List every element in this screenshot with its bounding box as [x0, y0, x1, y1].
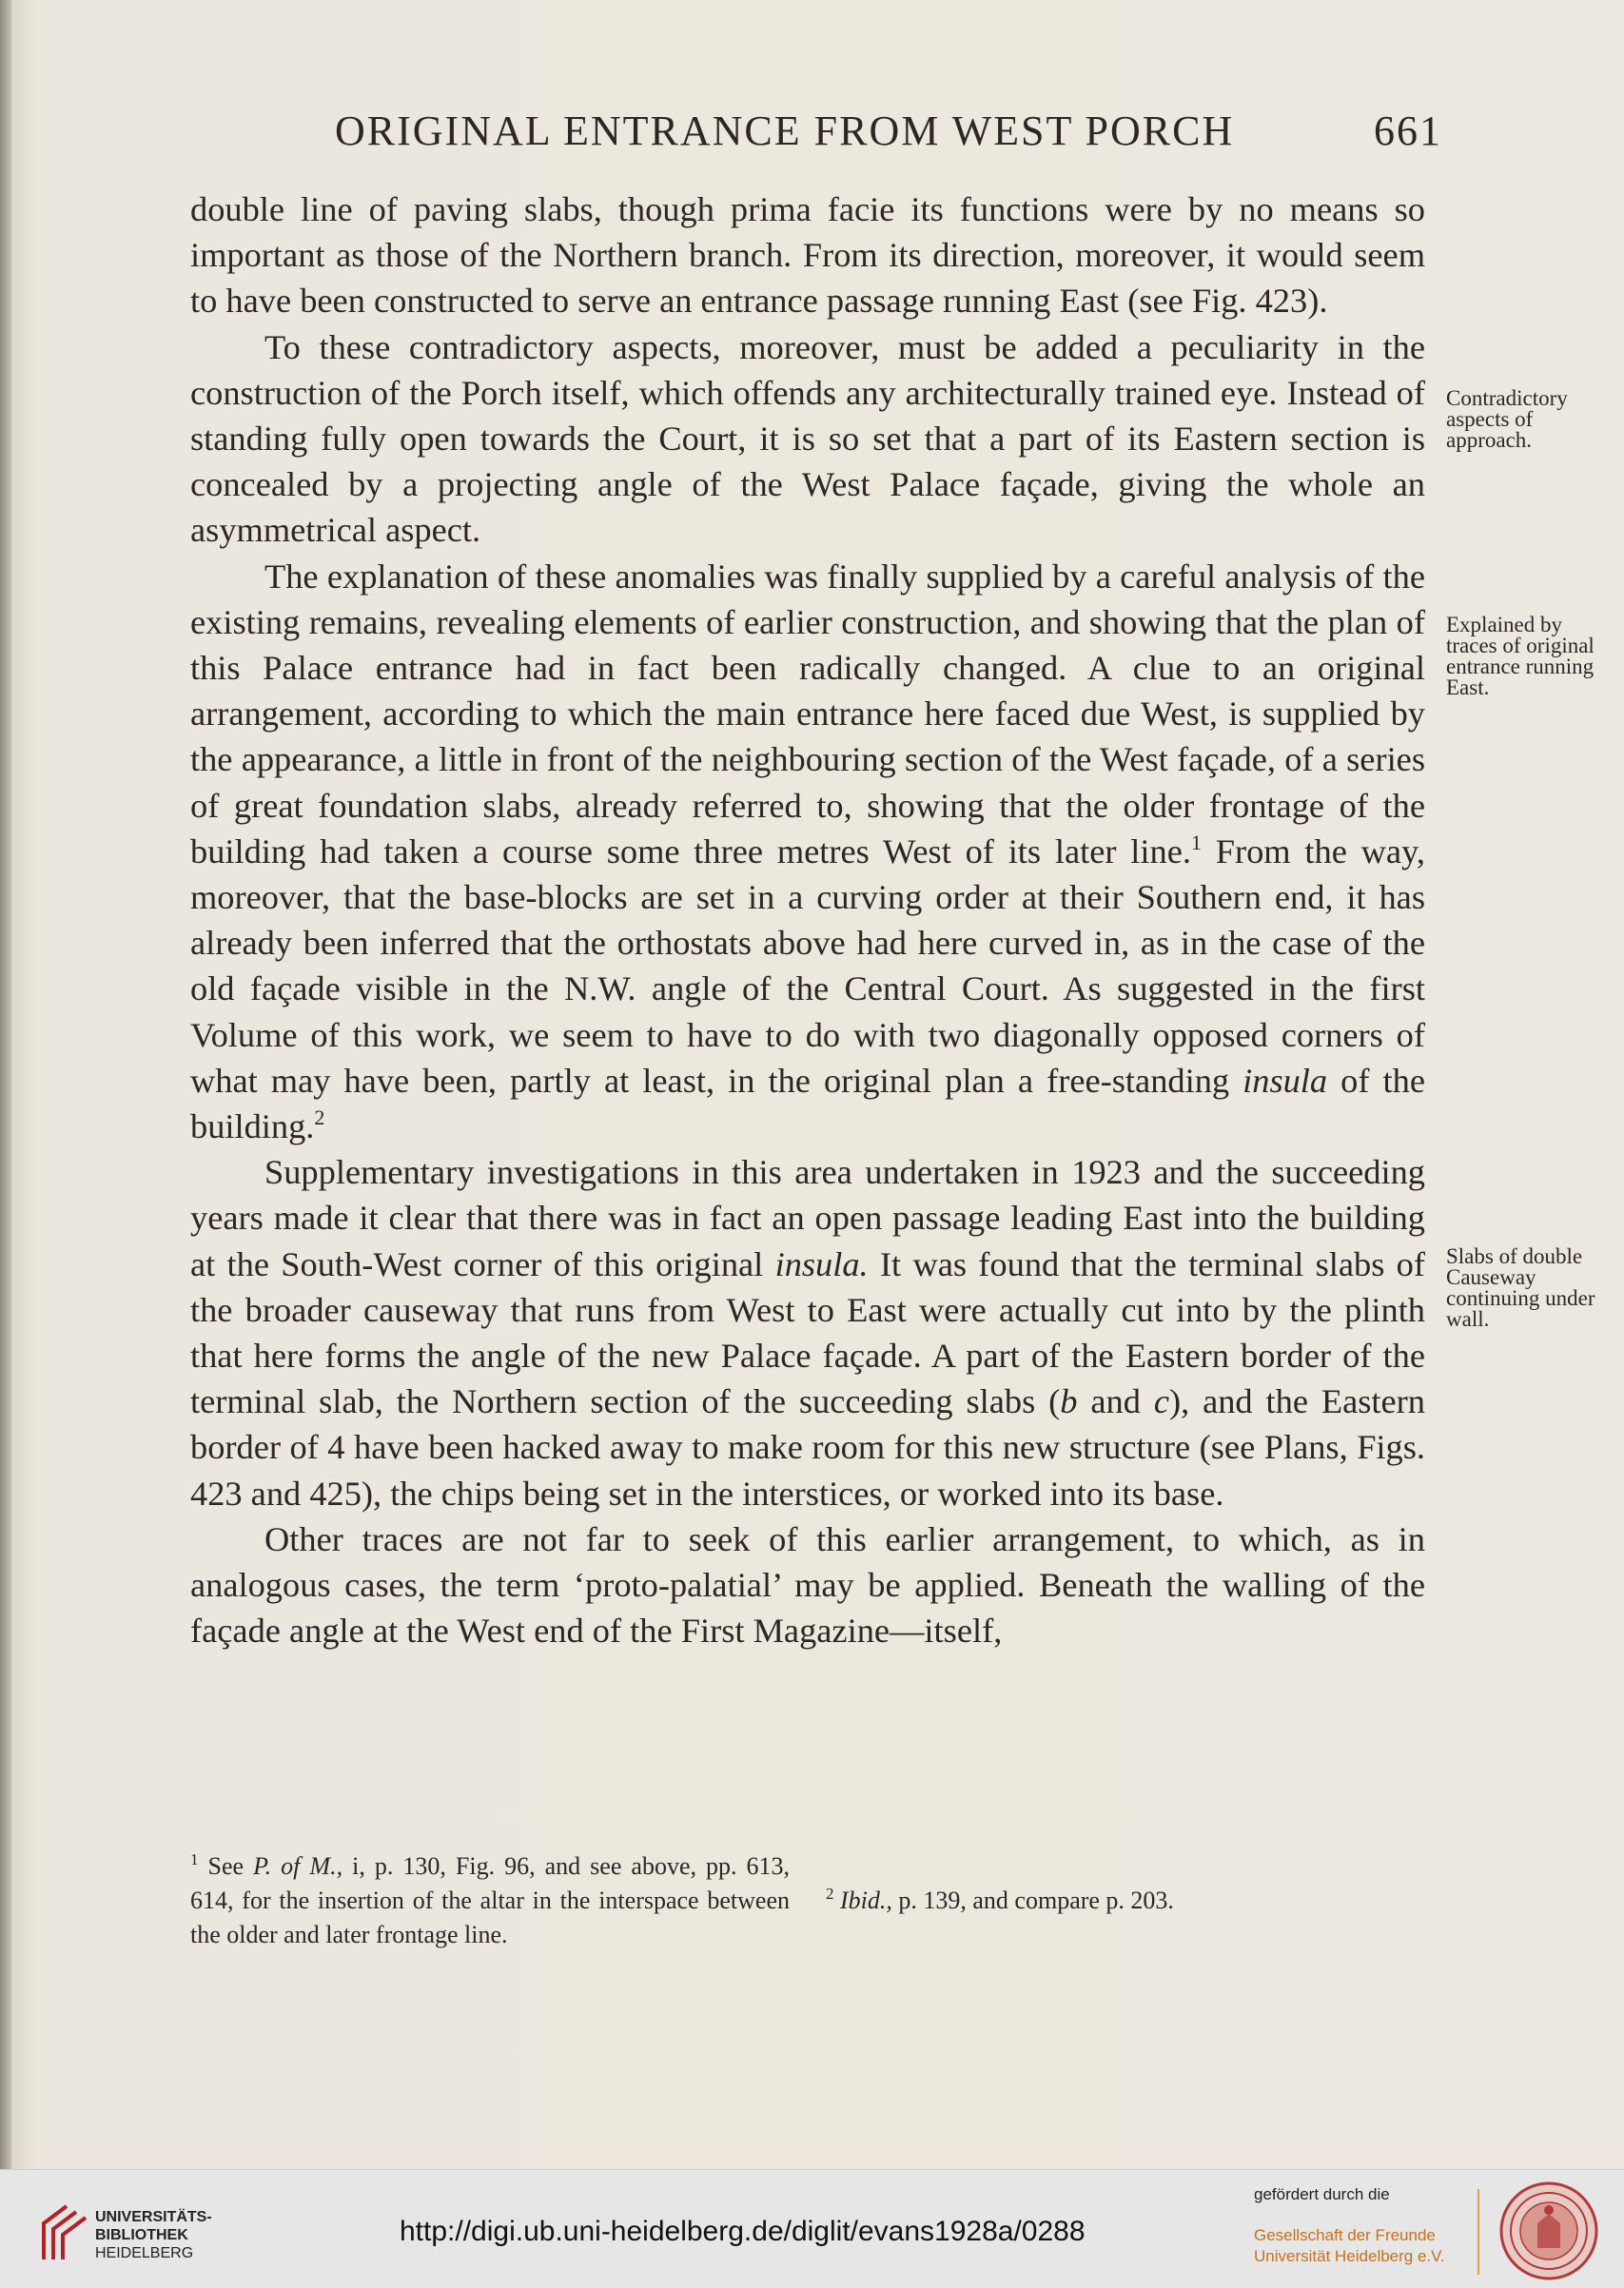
margin-note-contradictory: Contradictory aspects of approach. [1446, 386, 1568, 452]
paragraph-4: Supplementary investigations in this area undertaken in 1923 and the succeeding years made it clear that there was in fact an open passage leading East into the building at the South-West corner of this original insula. It was found that the terminal slabs of the broader causeway that runs from West to East were actually cut into by the plinth that here forms the angle of the new Palace façade. A part of the Eastern border of the terminal slab, the Northern section of the succeeding slabs (b and c), and the Eastern border of 4 have been hacked away to make room for this new structure (see Plans, Figs. 423 and 425), the chips being set in the interstices, or worked into its base. [190, 1153, 1425, 1513]
paragraph-5: Other traces are not far to seek of this earlier arrangement, to which, as in analogous cases, the term ‘proto-palatial’ may be applied. Beneath the walling of the façade angle at the West end of the First Magazine—itself, [190, 1519, 1425, 1651]
funded-by-label: gefördert durch die [1254, 2185, 1390, 2203]
page-binding-edge [0, 0, 11, 2169]
italic-letter-b: b [1060, 1382, 1078, 1421]
paragraph-3: The explanation of these anomalies was finally supplied by a careful analysis of the existing remains, revealing elements of earlier construction, and showing that the plan of this Palace entrance had in fact been radically changed. A clue to an original arrangement, according to which the main entrance here faced due West, is supplied by the appearance, a little in front of the neighbouring section of the West façade, of a series of great foundation slabs, already referred to, showing that the older frontage of the building had taken a course some three metres West of its later line.$^1$ From the way, moreover, that the base-blocks are set in a curving order at their Southern end, it has already been inferred that the orthostats above had here curved in, as in the case of the old façade visible in the N.W. angle of the Central Court. As suggested in the first Volume of this work, we seem to have to do with two diagonally opposed corners of what may have been, partly at least, in the original plan a free-standing insula of the building.$^2$ [190, 557, 1425, 1146]
society-name: Gesellschaft der Freunde Universität Heidelberg e.V. [1254, 2226, 1445, 2265]
italic-insula: insula [1242, 1061, 1328, 1100]
margin-note-explained: Explained by traces of original entrance running East. [1446, 613, 1595, 699]
footnote-1: $^1$ See P. of M., i, p. 130, Fig. 96, and see above, pp. 613, 614, for the insertion of the altar in the interspace between the older and later frontage line. [190, 1850, 791, 1948]
university-library-logo-icon [38, 2199, 91, 2265]
paragraph-2: To these contradictory aspects, moreover, must be added a peculiarity in the construction of the Porch itself, which offends any architecturally trained eye. Instead of standing fully open towards the Court, it is so set that a part of its Eastern section is concealed by a projecting angle of the West Palace façade, giving the whole an asymmetrical aspect. [190, 327, 1425, 550]
footnote-2: $^2$ Ibid., p. 139, and compare p. 203. [826, 1885, 1174, 1914]
digitization-footer [0, 2169, 1624, 2288]
footer-divider [1477, 2189, 1479, 2275]
footnote-ref-2: 2 [314, 1105, 325, 1130]
italic-letter-c: c [1153, 1382, 1169, 1421]
main-text [190, 186, 1425, 1654]
italic-insula-2: insula. [774, 1244, 869, 1283]
header-title: ORIGINAL ENTRANCE FROM WEST PORCH [335, 108, 1235, 154]
library-name: UNIVERSITÄTS- BIBLIOTHEK HEIDELBERG [95, 2209, 212, 2261]
footnote-ref-1: 1 [1190, 830, 1202, 854]
source-url-link[interactable]: http://digi.ub.uni-heidelberg.de/diglit/evans1928a/0288 [400, 2216, 1086, 2247]
margin-note-slabs: Slabs of double Causeway continuing under wall. [1446, 1244, 1595, 1331]
paragraph-1: double line of paving slabs, though prima facie its functions were by no means so important as those of the Northern branch. From its direction, moreover, it would seem to have been constructed to serve an entrance passage running East (see Fig. 423). [190, 190, 1425, 321]
page-number: 661 [1374, 108, 1442, 154]
university-seal-icon [1499, 2181, 1598, 2280]
